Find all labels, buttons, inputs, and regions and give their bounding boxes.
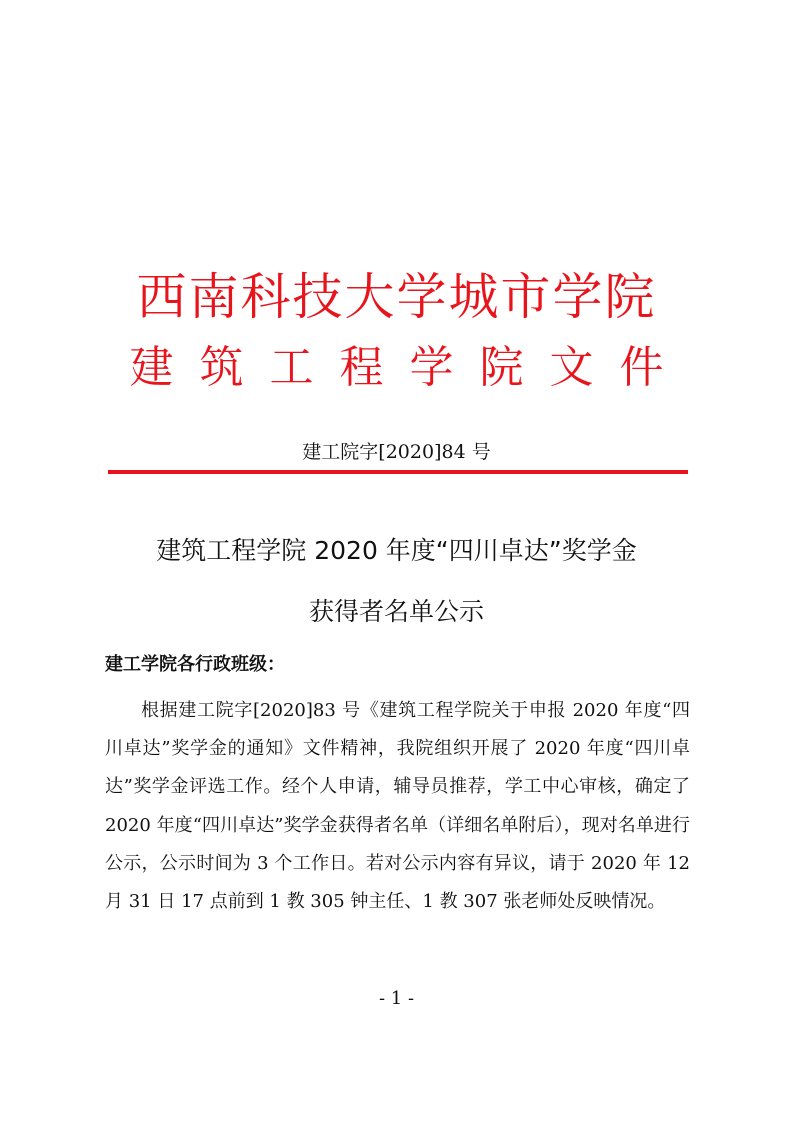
red-divider-line — [108, 470, 688, 474]
issuer-name: 西南科技大学城市学院 — [136, 268, 657, 326]
document-number: 建工院字[2020]84 号 — [302, 441, 491, 463]
notice-title-line-2: 获得者名单公示 — [308, 597, 484, 626]
body-paragraph: 根据建工院字[2020]83 号《建筑工程学院关于申报 2020 年度“四川卓达”奖学金的通知》文件精神，我院组织开展了 2020 年度“四川卓达”奖学金评选工作。经个人申请，辅导员推荐，学工中心审核，确定了 2020 年度“四川卓达”奖学金获得者名单（详细名单附后），现对名单进行公示，公示时间为 3 个工作日。若对公示内容有异议，请于 2020 年 12 月 31 日 17 点前到 1 教 305 钟主任、1 教 307 张老师处反映情况。 — [105, 700, 690, 913]
page-number: - 1 - — [378, 988, 415, 1009]
notice-title-line-1: 建筑工程学院 2020 年度“四川卓达”奖学金 — [156, 536, 637, 565]
addressee: 建工学院各行政班级： — [105, 654, 285, 675]
document-type-heading: 建筑工程学院文件 — [129, 342, 690, 393]
